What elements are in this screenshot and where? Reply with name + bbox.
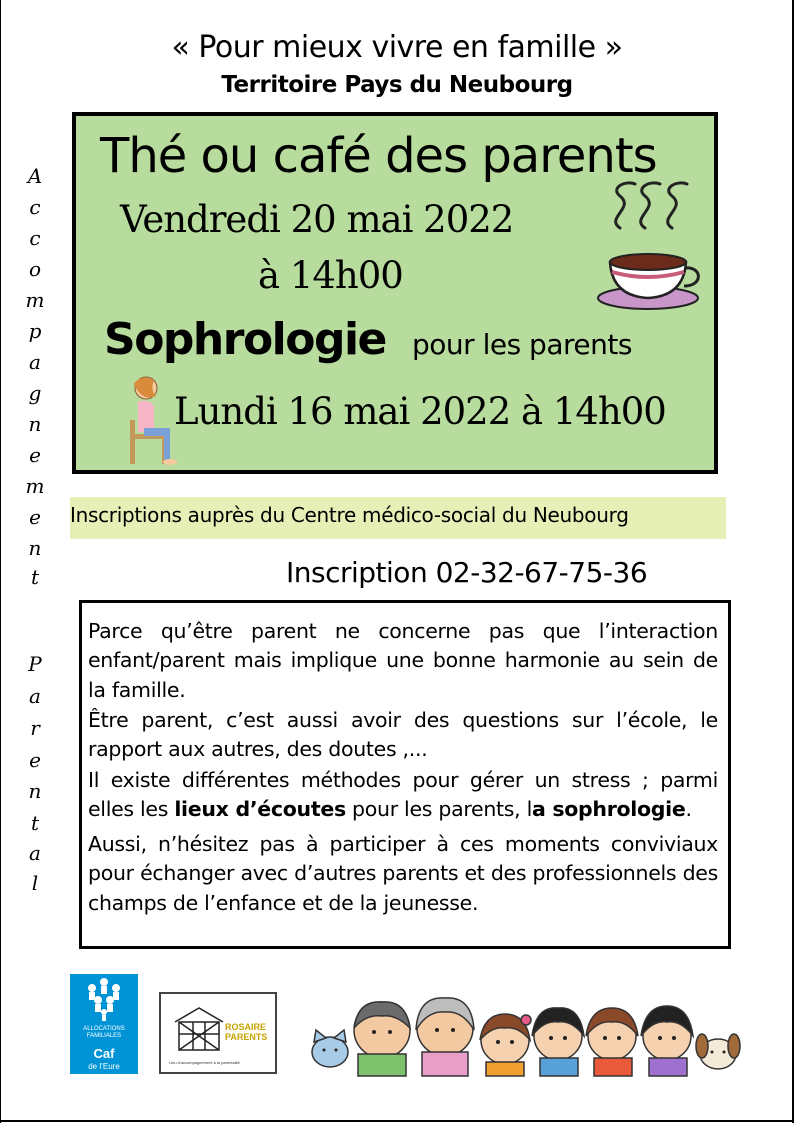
- text-run: Il existe différentes méthodes pour gérer un stress ; parmi elles les: [88, 768, 718, 822]
- description-paragraph: [88, 766, 718, 825]
- text-run: .: [685, 797, 692, 822]
- sidebar-letter: g: [28, 381, 42, 405]
- event-date-1: Vendredi 20 mai 2022: [120, 198, 514, 241]
- caf-department: de l’Eure: [88, 1062, 120, 1071]
- sidebar-letter: c: [29, 195, 41, 219]
- sophrology-subheading: pour les parents: [412, 328, 632, 361]
- family-faces-illustration: [300, 990, 745, 1080]
- sidebar-letter: P: [28, 652, 42, 676]
- sidebar-letter: a: [29, 841, 41, 865]
- event-date-2: Lundi 16 mai 2022 à 14h00: [174, 390, 666, 433]
- sidebar-letter: m: [25, 474, 45, 498]
- text-run: pour les parents, l: [345, 797, 532, 822]
- event-time-1: à 14h00: [258, 254, 403, 297]
- sidebar-letter: e: [29, 443, 41, 467]
- description-paragraph: Être parent, c’est aussi avoir des questions sur l’école, le rapport aux autres, des doutes ,...: [88, 708, 718, 762]
- page-title: « Pour mieux vivre en famille »: [171, 30, 623, 65]
- sidebar-letter: A: [27, 164, 43, 188]
- caf-name: Caf: [93, 1046, 115, 1061]
- sidebar-letter: a: [29, 350, 41, 374]
- sidebar-letter: c: [29, 226, 41, 250]
- sidebar-letter: e: [29, 505, 41, 529]
- emphasis-sophrology: a sophrologie: [531, 797, 686, 822]
- registration-banner-text: Inscriptions auprès du Centre médico-social du Neubourg: [70, 503, 629, 527]
- registration-phone: Inscription 02-32-67-75-36: [286, 556, 648, 589]
- parenting-center-subtitle: Lieu d'accompagnement à la parentalité: [169, 1060, 240, 1065]
- sidebar-letter: r: [30, 716, 40, 740]
- sidebar-letter: l: [31, 871, 39, 895]
- sidebar-letter: p: [28, 319, 42, 343]
- coffee-cup-icon: [590, 178, 710, 313]
- seated-woman-illustration: [120, 374, 180, 466]
- house-icon: [171, 1004, 227, 1054]
- sidebar-letter: o: [28, 257, 42, 281]
- page-border-bottom: [0, 1120, 794, 1122]
- event-title: Thé ou café des parents: [100, 128, 657, 184]
- sidebar-letter: t: [30, 811, 40, 835]
- sidebar-letter: e: [29, 748, 41, 772]
- sidebar-letter: m: [25, 288, 45, 312]
- emphasis-listening: lieux d’écoutes: [174, 797, 346, 822]
- description-paragraph: Aussi, n’hésitez pas à participer à ces moments conviviaux pour échanger avec d’autres parents et des professionnels des champs de l’enfance et de la jeunesse.: [88, 832, 718, 915]
- sidebar-letter: n: [28, 536, 42, 560]
- caf-logo: [70, 974, 138, 1074]
- sidebar-letter: n: [28, 779, 42, 803]
- parenting-center-name: ROSAIRE PARENTS: [225, 1022, 268, 1042]
- caf-figures-icon: [70, 974, 138, 1024]
- sidebar-letter: a: [29, 684, 41, 708]
- sidebar-letter: n: [28, 412, 42, 436]
- description-paragraph: Parce qu’être parent ne concerne pas que l’interaction enfant/parent mais implique une bonne harmonie au sein de la famille.: [88, 619, 718, 702]
- parenting-center-logo: [159, 992, 277, 1074]
- page-subtitle: Territoire Pays du Neubourg: [221, 72, 573, 98]
- sidebar-letter: t: [30, 565, 40, 589]
- sophrology-heading: Sophrologie: [104, 314, 386, 365]
- caf-tagline: ALLOCATIONS FAMILIALES: [83, 1026, 125, 1039]
- page-border-left: [0, 0, 1, 1123]
